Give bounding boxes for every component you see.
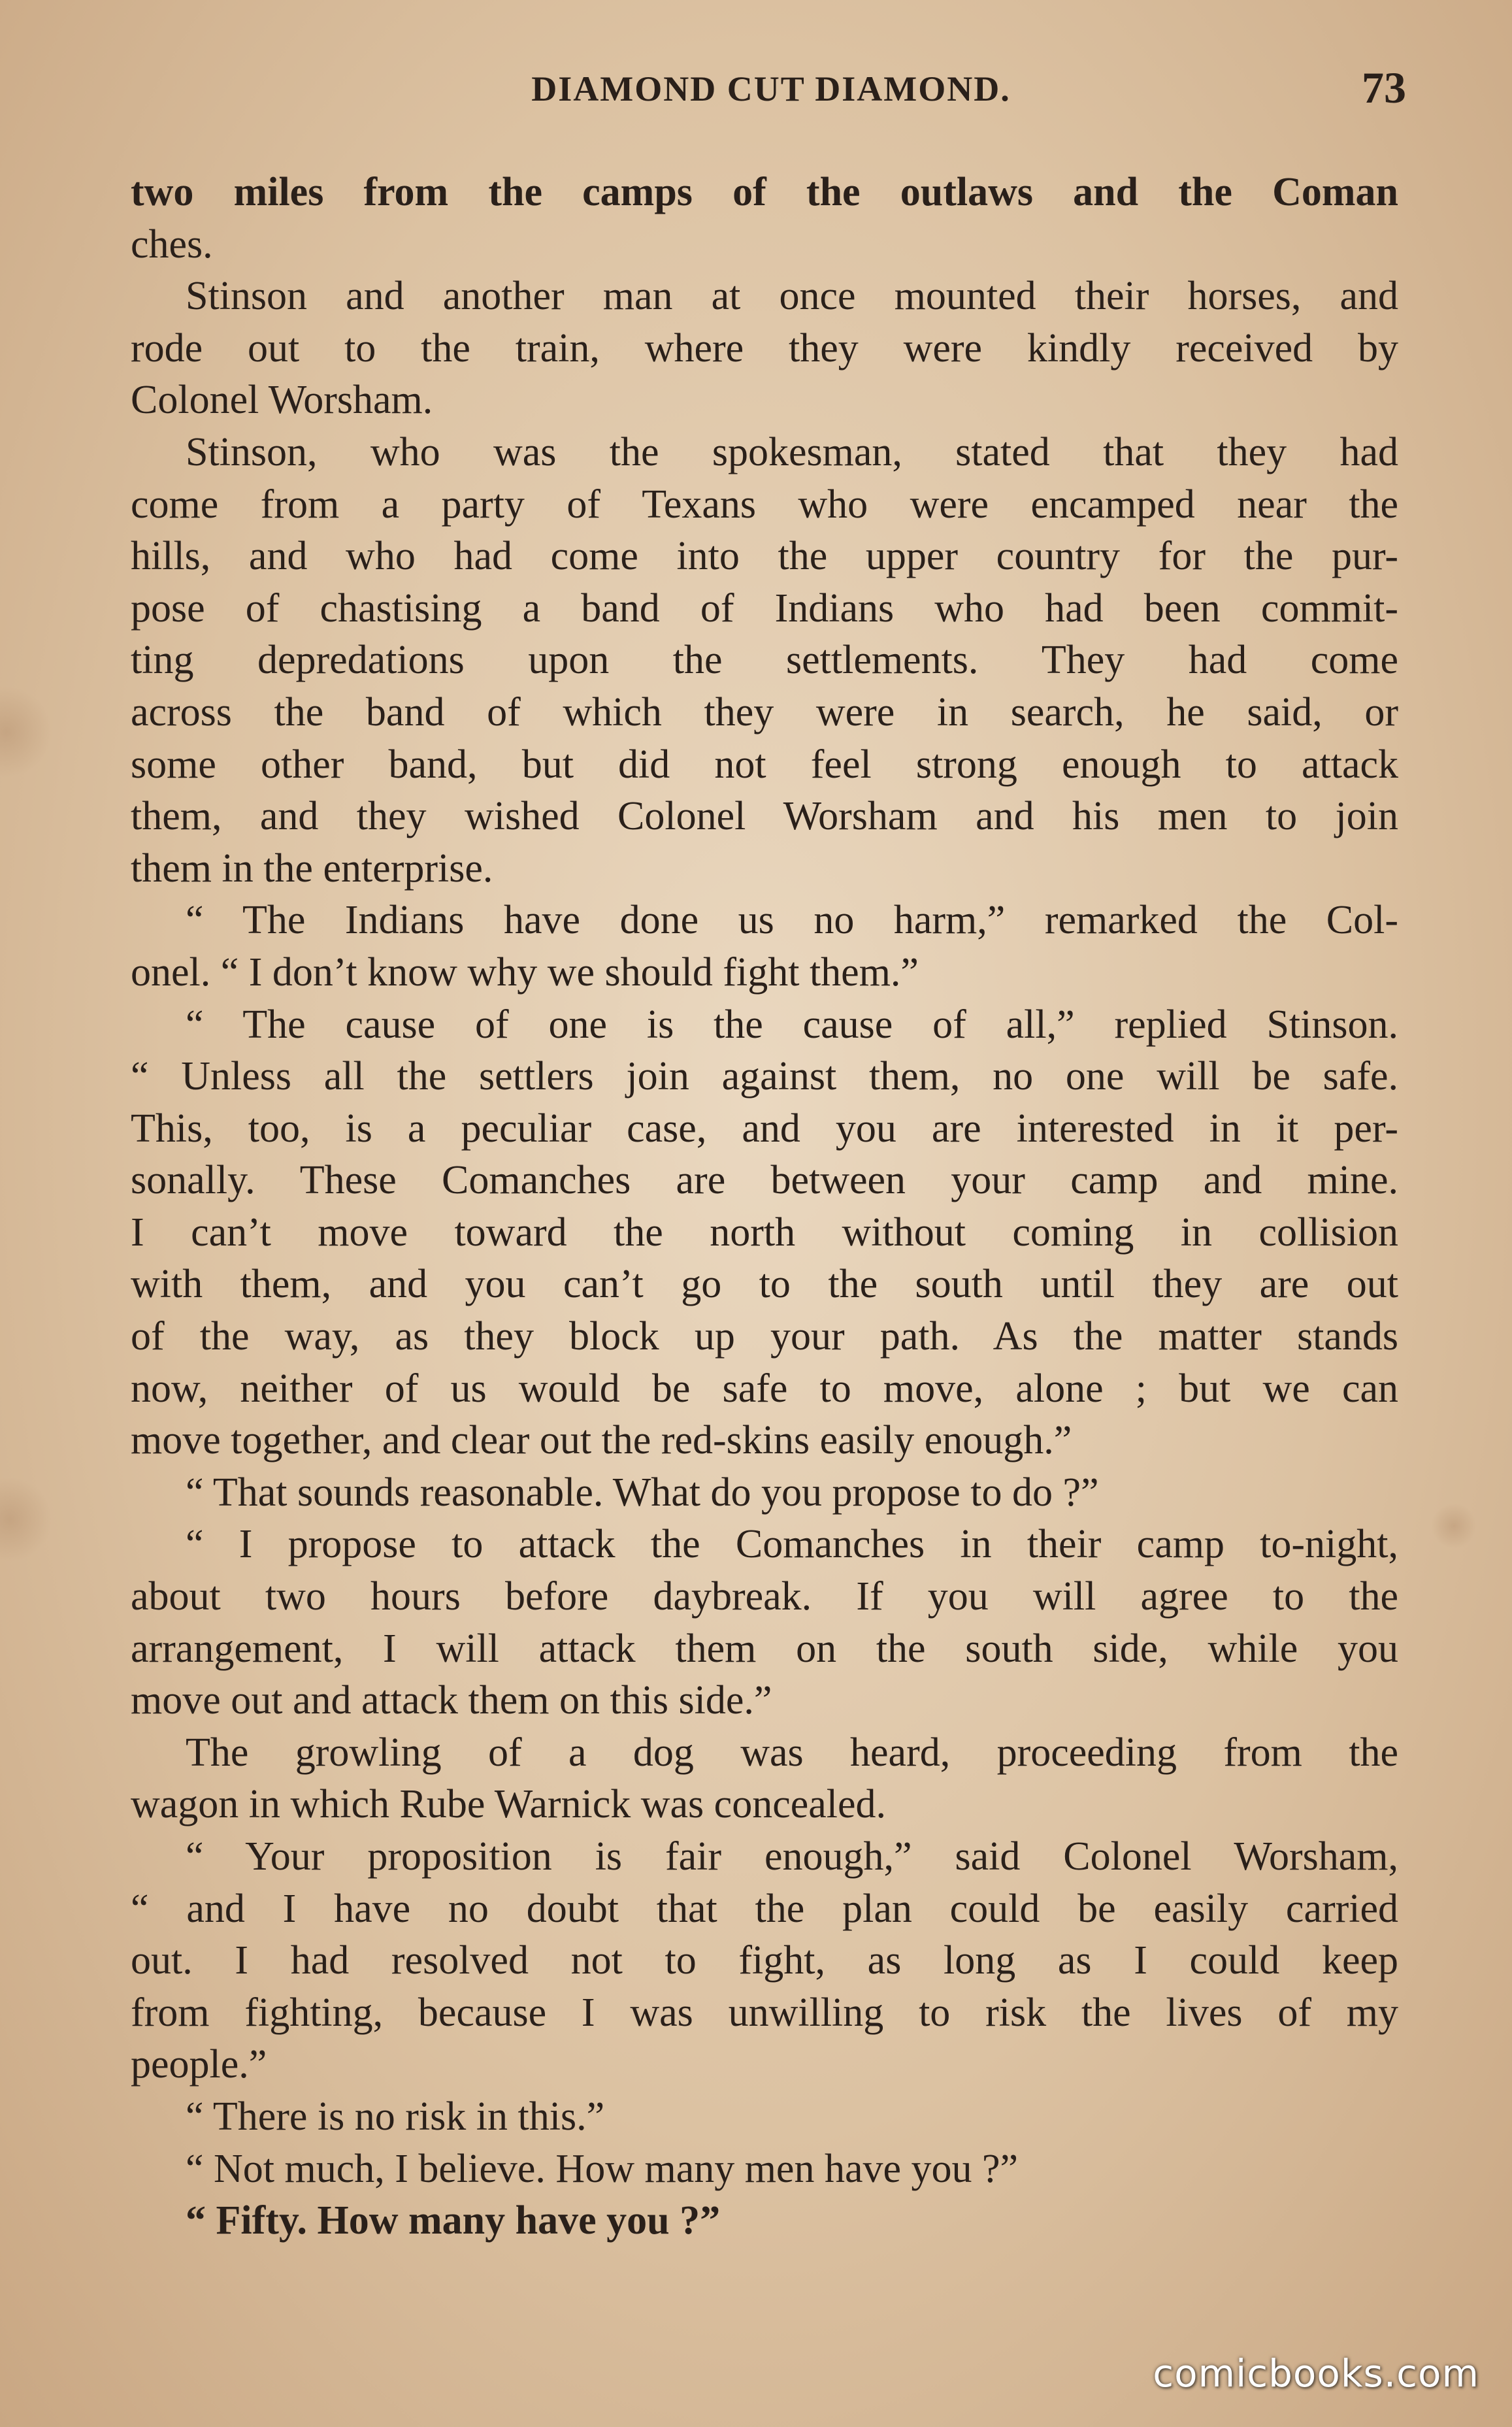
text-line: ches.: [131, 222, 213, 267]
text-line: sonally. These Comanches are between your camp and mine.: [131, 1158, 1398, 1203]
paper-stain: [0, 686, 52, 778]
text-line: “ Not much, I believe. How many men have you ?”: [186, 2146, 1019, 2191]
text-line: “ The cause of one is the cause of all,” replied Stinson.: [186, 1002, 1398, 1047]
text-line: “ That sounds reasonable. What do you propose to do ?”: [186, 1470, 1099, 1515]
text-line: out. I had resolved not to fight, as long as I could keep: [131, 1938, 1398, 1983]
text-line: hills, and who had come into the upper country for the pur-: [131, 534, 1398, 579]
text-line: move out and attack them on this side.”: [131, 1678, 772, 1723]
text-line: of the way, as they block up your path. As the matter stands: [131, 1314, 1398, 1359]
text-line: “ There is no risk in this.”: [186, 2094, 605, 2139]
text-line: arrangement, I will attack them on the south side, while you: [131, 1626, 1398, 1671]
text-line: them, and they wished Colonel Worsham and his men to join: [131, 794, 1398, 839]
text-line: “ The Indians have done us no harm,” remarked the Col-: [186, 898, 1398, 943]
running-title: DIAMOND CUT DIAMOND.: [531, 69, 1011, 108]
paper-stain: [1431, 1503, 1477, 1549]
text-line: them in the enterprise.: [131, 846, 493, 891]
text-line: move together, and clear out the red-skins easily enough.”: [131, 1418, 1072, 1463]
text-line: about two hours before daybreak. If you will agree to the: [131, 1574, 1398, 1619]
text-line: “ Fifty. How many have you ?”: [186, 2198, 721, 2243]
text-line: wagon in which Rube Warnick was concealed.: [131, 1782, 886, 1827]
watermark: comicbooks.com: [1153, 2351, 1479, 2396]
text-line: I can’t move toward the north without coming in collision: [131, 1210, 1398, 1255]
text-line: now, neither of us would be safe to move, alone ; but we can: [131, 1366, 1398, 1411]
page-number: 73: [1362, 63, 1406, 112]
text-line: two miles from the camps of the outlaws and the Coman: [131, 170, 1398, 214]
text-line: “ Unless all the settlers join against them, no one will be safe.: [131, 1054, 1398, 1099]
text-line: from fighting, because I was unwilling to risk the lives of my: [131, 1990, 1398, 2035]
page-header: [131, 62, 1411, 121]
text-line: “ I propose to attack the Comanches in their camp to-night,: [186, 1522, 1398, 1567]
text-line: rode out to the train, where they were kindly received by: [131, 325, 1398, 371]
text-line: onel. “ I don’t know why we should fight them.”: [131, 949, 919, 995]
text-line: This, too, is a peculiar case, and you are interested in it per-: [131, 1106, 1398, 1151]
text-line: The growling of a dog was heard, proceeding from the: [186, 1730, 1398, 1775]
paper-stain: [0, 1477, 52, 1562]
text-line: pose of chastising a band of Indians who had been commit-: [131, 586, 1398, 631]
text-line: ting depredations upon the settlements. They had come: [131, 638, 1398, 683]
text-line: come from a party of Texans who were encamped near the: [131, 482, 1398, 527]
text-line: across the band of which they were in search, he said, or: [131, 689, 1398, 735]
text-line: with them, and you can’t go to the south until they are out: [131, 1262, 1398, 1307]
text-line: Stinson, who was the spokesman, stated that they had: [186, 429, 1398, 474]
text-line: “ Your proposition is fair enough,” said Colonel Worsham,: [186, 1834, 1398, 1879]
text-line: people.”: [131, 2042, 267, 2087]
text-line: some other band, but did not feel strong enough to attack: [131, 742, 1398, 787]
body-text: [131, 167, 1398, 2247]
text-line: “ and I have no doubt that the plan could be easily carried: [131, 1886, 1398, 1931]
text-line: Stinson and another man at once mounted their horses, and: [186, 274, 1398, 319]
text-line: Colonel Worsham.: [131, 378, 433, 423]
